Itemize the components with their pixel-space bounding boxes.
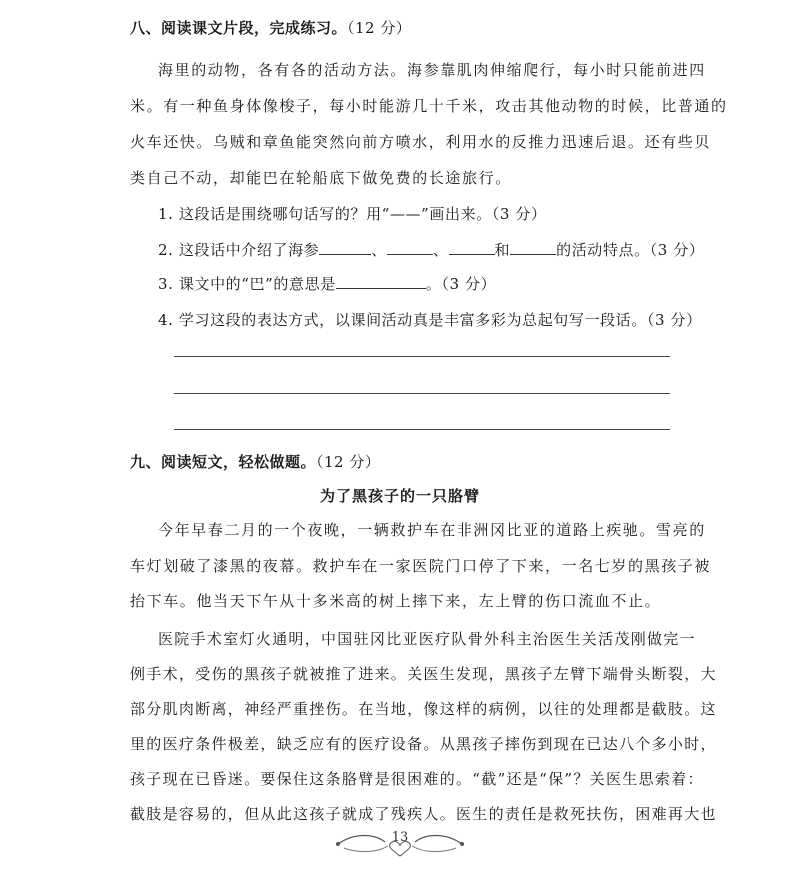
separator: 、 <box>371 241 387 259</box>
section-9-heading-text: 九、阅读短文，轻松做题。 <box>130 453 317 471</box>
question-2 <box>158 239 705 260</box>
answer-blank[interactable] <box>510 240 556 255</box>
story-line: 今年早春二月的一个夜晚，一辆救护车在非洲冈比亚的道路上疾驰。雪亮的 <box>158 521 706 539</box>
page-number: 13 <box>391 830 409 845</box>
story-line: 医院手术室灯火通明，中国驻冈比亚医疗队骨外科主治医生关活茂刚做完一 <box>158 630 696 648</box>
story-line: 部分肌肉断离，神经严重挫伤。在当地，像这样的病例，以往的处理都是截肢。这 <box>130 700 717 718</box>
question-3-suffix: 。（3 分） <box>425 275 497 293</box>
story-line: 例手术，受伤的黑孩子就被推了进来。关医生发现，黑孩子左臂下端骨头断裂，大 <box>130 665 717 683</box>
passage-line: 类自己不动，却能巴在轮船底下做免费的长途旅行。 <box>130 169 512 187</box>
separator: 、 <box>432 241 449 259</box>
question-1: 1. 这段话是围绕哪句话写的？用“——”画出来。（3 分） <box>158 205 547 223</box>
conjunction: 和 <box>494 241 511 259</box>
question-4: 4. 学习这段的表达方式，以课间活动真是丰富多彩为总起句写一段话。（3 分） <box>158 311 702 329</box>
story-line: 截肢是容易的，但从此这孩子就成了残疾人。医生的责任是救死扶伤，困难再大也 <box>130 805 717 823</box>
passage-line: 火车还快。乌贼和章鱼能突然向前方喷水，利用水的反推力迅速后退。还有些贝 <box>130 133 712 151</box>
story-title: 为了黑孩子的一只胳臂 <box>319 487 480 505</box>
section-9-heading <box>130 451 380 472</box>
answer-blank[interactable] <box>387 240 433 255</box>
story-line: 孩子现在已昏迷。要保住这条胳臂是很困难的。“截”还是“保”？关医生思索着： <box>130 770 704 788</box>
question-2-suffix: 的活动特点。（3 分） <box>556 241 705 259</box>
answer-blank[interactable] <box>319 240 371 255</box>
section-8-heading-text: 八、阅读课文片段，完成练习。 <box>130 19 348 37</box>
answer-blank[interactable] <box>336 274 426 289</box>
story-line: 抬下车。他当天下午从十多米高的树上摔下来，左上臂的伤口流血不止。 <box>130 592 662 610</box>
answer-blank[interactable] <box>449 240 495 255</box>
answer-writing-line[interactable] <box>174 429 670 430</box>
section-8-points: （12 分） <box>347 19 412 37</box>
passage-line: 米。有一种鱼身体像梭子，每小时能游几十千米，攻击其他动物的时候，比普通的 <box>130 97 728 115</box>
story-line: 车灯划破了漆黑的夜幕。救护车在一家医院门口停了下来，一名七岁的黑孩子被 <box>130 557 712 575</box>
answer-writing-line[interactable] <box>174 356 670 357</box>
question-3 <box>158 273 670 294</box>
passage-line: 海里的动物，各有各的活动方法。海参靠肌肉伸缩爬行，每小时只能前进四 <box>158 61 706 79</box>
question-3-prefix: 3. 课文中的“巴”的意思是 <box>158 275 336 293</box>
section-9-points: （12 分） <box>316 453 381 471</box>
section-8-heading <box>130 17 411 38</box>
story-line: 里的医疗条件极差，缺乏应有的医疗设备。从黑孩子摔伤到现在已达八个多小时， <box>130 735 717 753</box>
page-footer <box>330 822 470 862</box>
question-2-prefix: 2. 这段话中介绍了海参 <box>158 241 320 259</box>
answer-writing-line[interactable] <box>174 393 670 394</box>
